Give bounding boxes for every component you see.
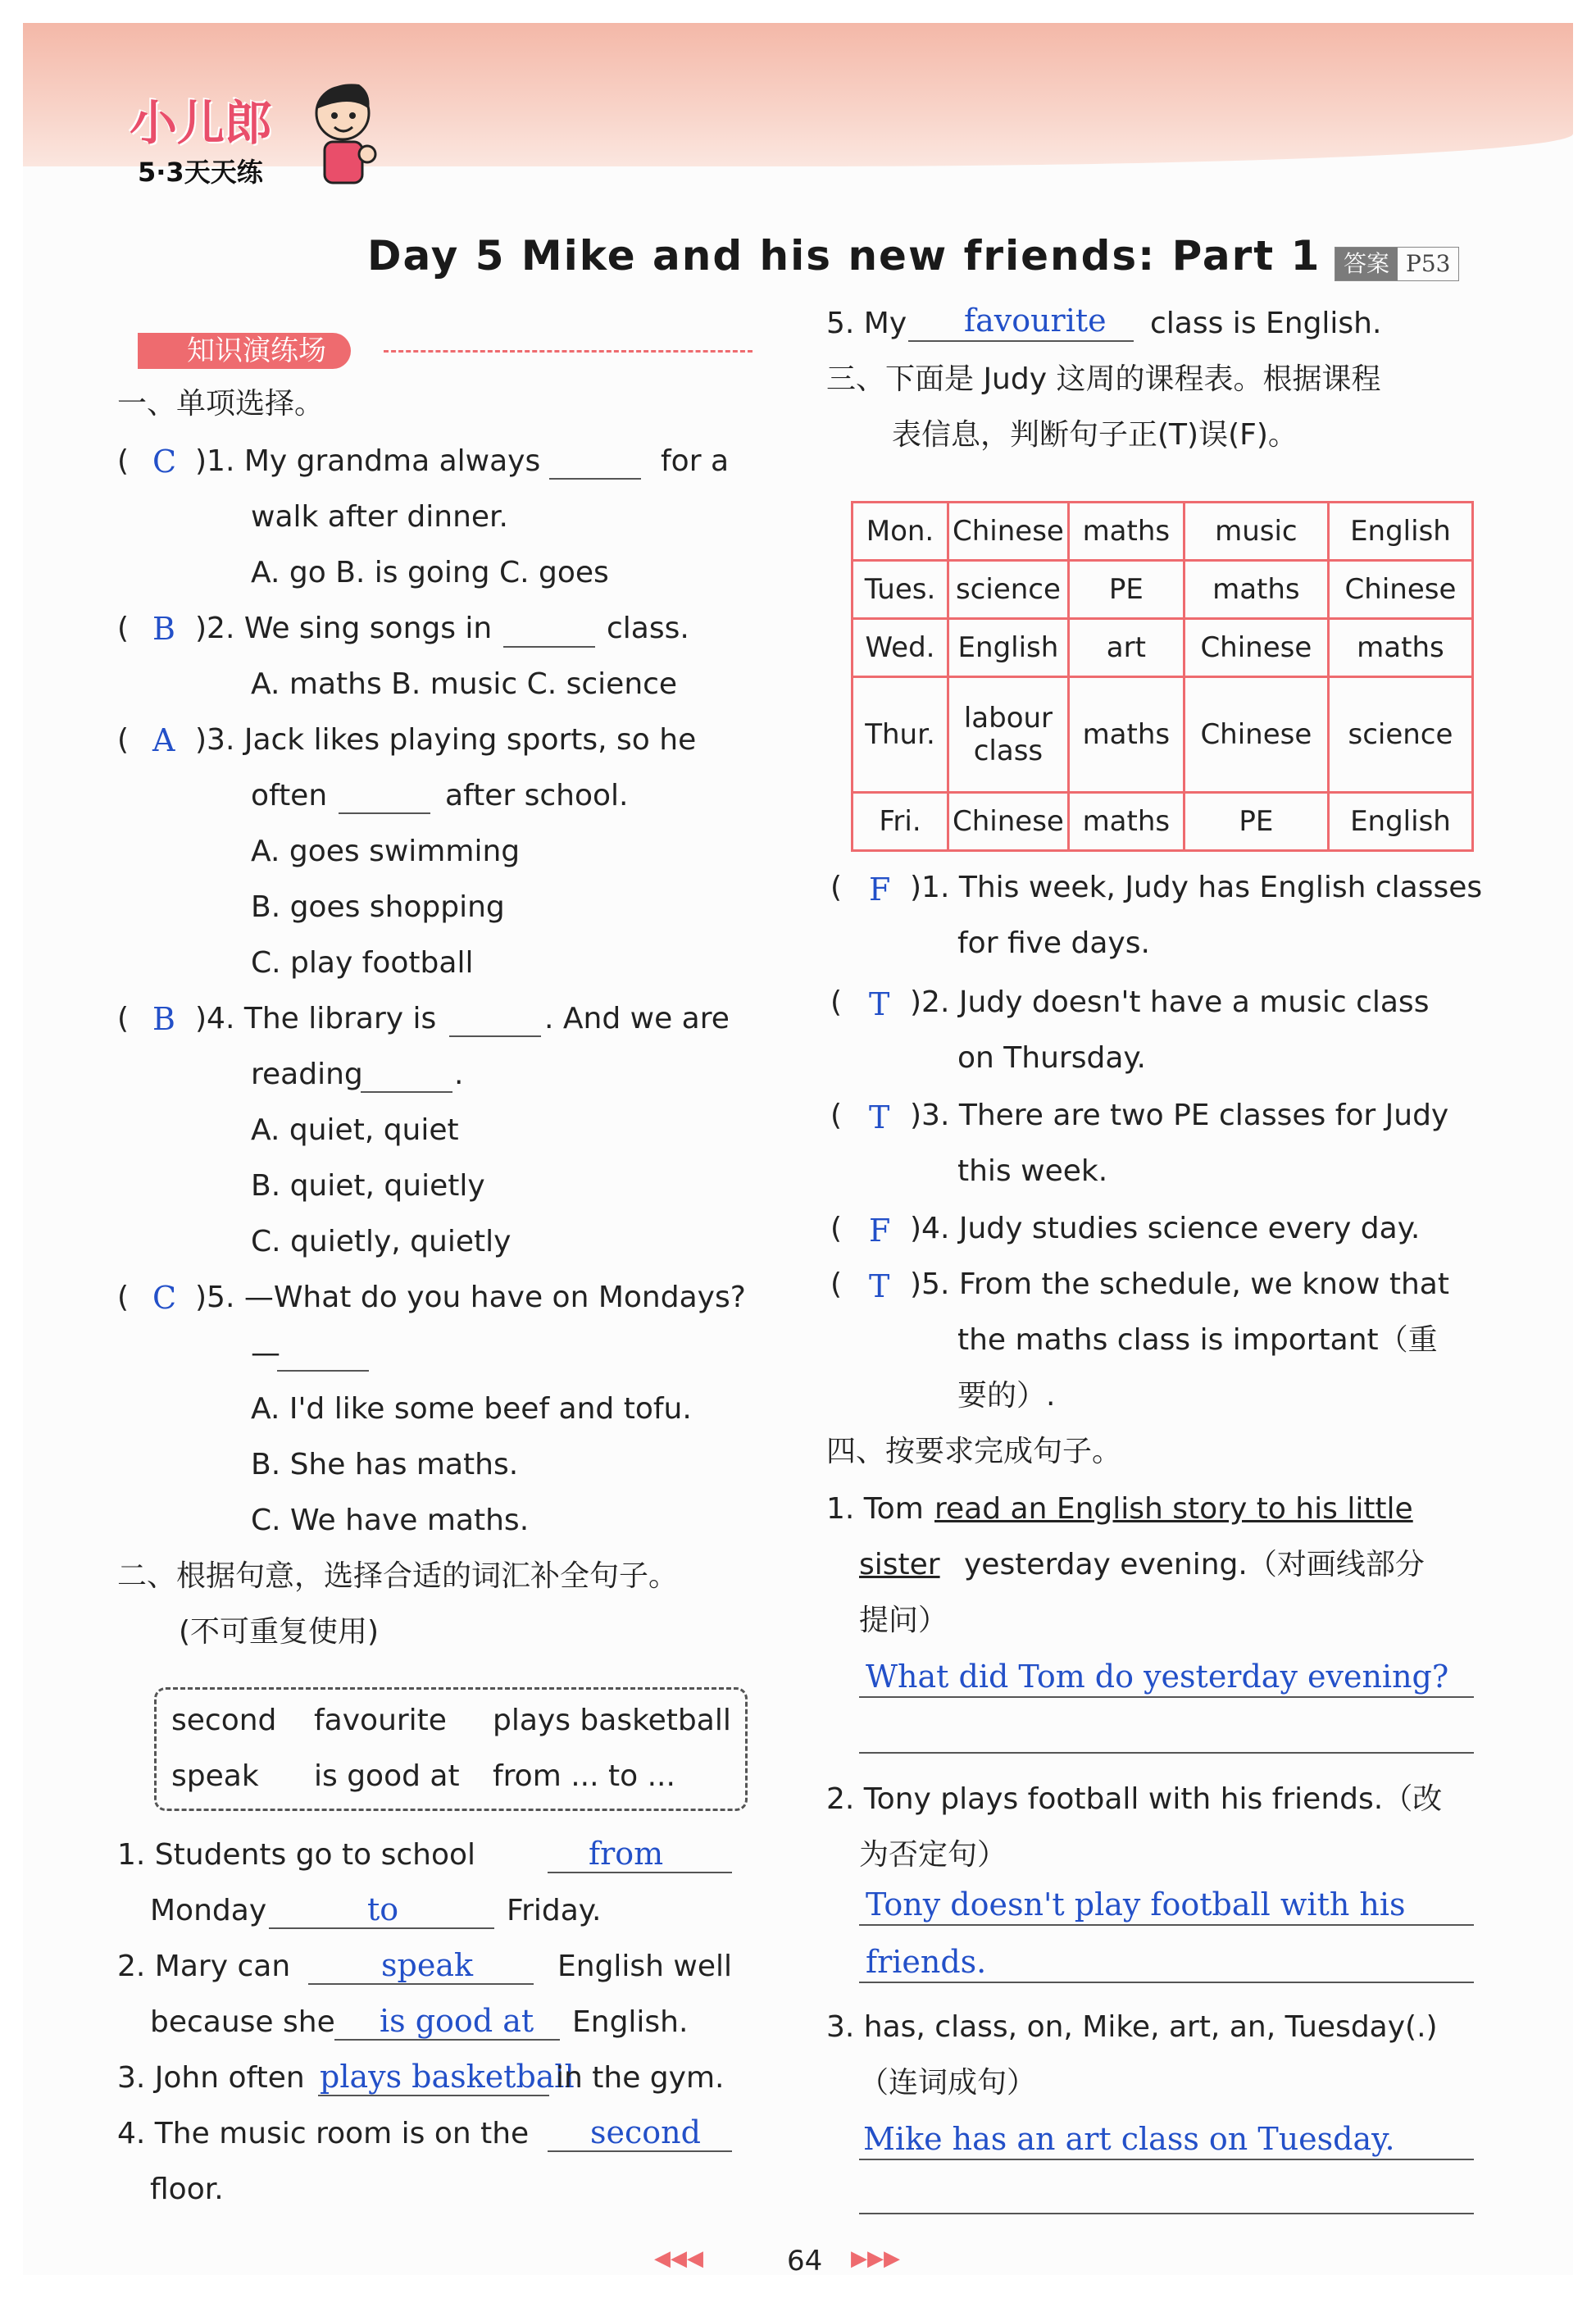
- j4-line1: )4. Judy studies science every day.: [910, 1212, 1421, 1245]
- section-banner: 知识演练场: [138, 333, 351, 369]
- q5-option-b: B. She has maths.: [251, 1448, 519, 1481]
- table-row: [853, 561, 1473, 619]
- paren-open: (: [830, 1212, 843, 1245]
- paren-open: (: [830, 1099, 843, 1132]
- q2-line1b: class.: [607, 612, 689, 645]
- paren-open: (: [830, 1267, 843, 1301]
- table-cell: Chinese: [1184, 619, 1328, 677]
- j5-answer: T: [869, 1268, 890, 1304]
- q1-blank: [549, 478, 641, 480]
- q2-answer: B: [152, 611, 175, 647]
- r1-blank-1: [859, 1696, 1474, 1698]
- s2-text-b: English well: [557, 1950, 733, 1983]
- answer-label: 答案: [1335, 248, 1398, 280]
- q4-line2: reading: [251, 1058, 363, 1091]
- table-row: [853, 619, 1473, 677]
- word-item: speak: [171, 1759, 259, 1793]
- s1-blank-2: [269, 1927, 494, 1929]
- q2-options: A. maths B. music C. science: [251, 667, 678, 701]
- j1-line2: for five days.: [957, 926, 1150, 960]
- table-row: [853, 503, 1473, 561]
- table-cell: Chinese: [1184, 677, 1328, 793]
- s1-text-c: Friday.: [507, 1894, 602, 1927]
- r3-answer: Mike has an art class on Tuesday.: [863, 2121, 1395, 2157]
- q5-blank: [277, 1370, 369, 1372]
- table-cell: maths: [1184, 561, 1328, 619]
- s1-text-b: Monday: [150, 1894, 267, 1927]
- q5-answer: C: [152, 1280, 177, 1316]
- word-item: from ... to ...: [493, 1759, 675, 1793]
- table-cell: PE: [1184, 793, 1328, 851]
- s2-text-c: because she: [150, 2005, 335, 2039]
- table-cell: Tues.: [853, 561, 948, 619]
- j2-line2: on Thursday.: [957, 1041, 1146, 1075]
- r2-text-b: 为否定句）: [859, 1838, 1007, 1872]
- r2-answer-1: Tony doesn't play football with his: [866, 1886, 1406, 1923]
- q3-line2b: after school.: [445, 779, 629, 812]
- q1-line1: )1. My grandma always: [195, 444, 541, 478]
- s1-blank-1: [548, 1872, 732, 1873]
- section2-heading: 二、根据句意，选择合适的词汇补全句子。: [117, 1559, 679, 1593]
- r3-text-a: 3. has, class, on, Mike, art, an, Tuesday(.): [826, 2010, 1438, 2044]
- section4-heading: 四、按要求完成句子。: [826, 1435, 1122, 1468]
- q3-blank: [339, 812, 430, 814]
- s5-text-a: 5. My: [826, 307, 907, 340]
- q4-answer: B: [152, 1001, 175, 1037]
- table-cell: music: [1184, 503, 1328, 561]
- s1-answer-1: from: [589, 1836, 664, 1872]
- r3-blank-2: [859, 2213, 1474, 2214]
- j1-line1: )1. This week, Judy has English classes: [910, 871, 1483, 904]
- q5-option-a: A. I'd like some beef and tofu.: [251, 1392, 692, 1426]
- r1-answer: What did Tom do yesterday evening?: [866, 1659, 1449, 1695]
- s3-text-b: in the gym.: [556, 2061, 725, 2095]
- j2-answer: T: [869, 986, 890, 1022]
- s4-blank: [548, 2150, 732, 2152]
- j3-line1: )3. There are two PE classes for Judy: [910, 1099, 1449, 1132]
- q1-answer: C: [152, 444, 177, 480]
- q4-line1: )4. The library is: [195, 1002, 437, 1035]
- workbook-page: [23, 23, 1573, 2278]
- s3-answer: plays basketball: [320, 2059, 575, 2095]
- logo: [105, 84, 367, 207]
- table-cell: maths: [1068, 677, 1184, 793]
- r1-text-a: 1. Tom: [826, 1492, 924, 1526]
- page-number: 64: [787, 2245, 823, 2278]
- page-title: Day 5 Mike and his new friends: Part 1: [367, 232, 1321, 280]
- s2-blank-2: [334, 2039, 560, 2041]
- q5-option-c: C. We have maths.: [251, 1504, 530, 1537]
- table-cell: English: [1328, 793, 1472, 851]
- q4-blank-1: [449, 1035, 541, 1037]
- s2-text-a: 2. Mary can: [117, 1950, 291, 1983]
- q3-line2: often: [251, 779, 328, 812]
- mascot-icon: [302, 76, 384, 191]
- q3-answer: A: [152, 722, 175, 758]
- r2-answer-2: friends.: [866, 1944, 987, 1980]
- q2-blank: [503, 646, 595, 648]
- word-item: plays basketball: [493, 1704, 731, 1737]
- table-cell: English: [948, 619, 1069, 677]
- r3-blank-1: [859, 2159, 1474, 2160]
- word-item: favourite: [314, 1704, 447, 1737]
- paren-open: (: [117, 612, 130, 645]
- q3-option-c: C. play football: [251, 946, 474, 980]
- table-cell: maths: [1068, 793, 1184, 851]
- table-row: [853, 793, 1473, 851]
- s2-answer-2: is good at: [380, 2003, 534, 2039]
- table-cell: Chinese: [948, 503, 1069, 561]
- q3-line1: )3. Jack likes playing sports, so he: [195, 723, 697, 757]
- paren-open: (: [117, 723, 130, 757]
- s2-blank-1: [308, 1983, 534, 1985]
- table-cell: art: [1068, 619, 1184, 677]
- table-cell: science: [948, 561, 1069, 619]
- class-schedule-table: [851, 501, 1474, 852]
- paren-open: (: [830, 985, 843, 1019]
- paren-open: (: [117, 1281, 130, 1314]
- s4-text-b: floor.: [150, 2173, 224, 2206]
- r1-blank-2: [859, 1752, 1474, 1754]
- table-cell: science: [1328, 677, 1472, 793]
- j2-line1: )2. Judy doesn't have a music class: [910, 985, 1430, 1019]
- q4-line2b: .: [454, 1058, 464, 1091]
- table-cell: labour class: [948, 677, 1069, 793]
- s3-text-a: 3. John often: [117, 2061, 305, 2095]
- q4-option-a: A. quiet, quiet: [251, 1113, 459, 1147]
- s5-answer: favourite: [964, 303, 1107, 339]
- q5-line1: )5. —What do you have on Mondays?: [195, 1281, 746, 1314]
- j3-answer: T: [869, 1099, 890, 1135]
- table-cell: English: [1328, 503, 1472, 561]
- q1-line1b: for a: [661, 444, 730, 478]
- q4-option-b: B. quiet, quietly: [251, 1169, 485, 1203]
- q4-blank-2: [361, 1091, 452, 1093]
- r2-blank-1: [859, 1924, 1474, 1926]
- table-cell: maths: [1068, 503, 1184, 561]
- j3-line2: this week.: [957, 1154, 1108, 1188]
- table-cell: maths: [1328, 619, 1472, 677]
- answer-reference: [1335, 247, 1459, 281]
- s5-text-b: class is English.: [1150, 307, 1382, 340]
- s5-blank: [908, 340, 1134, 342]
- section3-heading-2: 表信息，判断句子正(T)误(F)。: [892, 418, 1298, 452]
- logo-main-text: 小儿郎: [130, 95, 273, 151]
- j5-line2: the maths class is important（重: [957, 1323, 1438, 1357]
- section2-note: (不可重复使用): [179, 1615, 380, 1649]
- word-item: second: [171, 1704, 277, 1737]
- answer-page: P53: [1406, 250, 1451, 277]
- j5-line1: )5. From the schedule, we know that: [910, 1267, 1449, 1301]
- s2-answer-1: speak: [381, 1947, 473, 1983]
- logo-sub-text: 5·3天天练: [138, 157, 263, 188]
- table-cell: Chinese: [948, 793, 1069, 851]
- paren-open: (: [117, 1002, 130, 1035]
- table-cell: Wed.: [853, 619, 948, 677]
- q1-options: A. go B. is going C. goes: [251, 556, 609, 589]
- j5-line3: 要的）.: [957, 1379, 1056, 1413]
- s2-text-d: English.: [572, 2005, 689, 2039]
- s3-blank: [318, 2095, 549, 2096]
- q4-option-c: C. quietly, quietly: [251, 1225, 512, 1258]
- q1-line2: walk after dinner.: [251, 500, 508, 534]
- s1-text-a: 1. Students go to school: [117, 1838, 476, 1872]
- prev-arrows-icon: ◀◀◀: [654, 2246, 703, 2271]
- section1-heading: 一、单项选择。: [117, 387, 325, 421]
- r1-underlined-2: sister: [859, 1548, 940, 1581]
- r1-underlined-1: read an English story to his little: [934, 1492, 1413, 1526]
- paren-open: (: [117, 444, 130, 478]
- q2-line1: )2. We sing songs in: [195, 612, 493, 645]
- banner-divider: [384, 350, 753, 353]
- table-cell: Chinese: [1328, 561, 1472, 619]
- q5-line2: —: [251, 1336, 280, 1370]
- table-cell: Thur.: [853, 677, 948, 793]
- s4-answer: second: [590, 2114, 701, 2150]
- q4-line1b: . And we are: [544, 1002, 730, 1035]
- table-cell: Fri.: [853, 793, 948, 851]
- j1-answer: F: [869, 871, 891, 908]
- q3-option-a: A. goes swimming: [251, 835, 521, 868]
- next-arrows-icon: ▶▶▶: [851, 2246, 900, 2271]
- word-item: is good at: [314, 1759, 460, 1793]
- r2-blank-2: [859, 1982, 1474, 1983]
- r2-text-a: 2. Tony plays football with his friends.（改: [826, 1782, 1443, 1816]
- q3-option-b: B. goes shopping: [251, 890, 505, 924]
- table-cell: Mon.: [853, 503, 948, 561]
- paren-open: (: [830, 871, 843, 904]
- r1-text-c: 提问）: [859, 1604, 948, 1637]
- word-bank: [154, 1687, 748, 1811]
- r1-text-b: yesterday evening.（对画线部分: [964, 1548, 1425, 1581]
- s4-text-a: 4. The music room is on the: [117, 2117, 530, 2150]
- s1-answer-2: to: [367, 1891, 399, 1927]
- section3-heading: 三、下面是 Judy 这周的课程表。根据课程: [826, 362, 1381, 396]
- j4-answer: F: [869, 1213, 891, 1249]
- table-row: [853, 677, 1473, 793]
- r3-text-b: （连词成句）: [859, 2066, 1037, 2100]
- table-cell: PE: [1068, 561, 1184, 619]
